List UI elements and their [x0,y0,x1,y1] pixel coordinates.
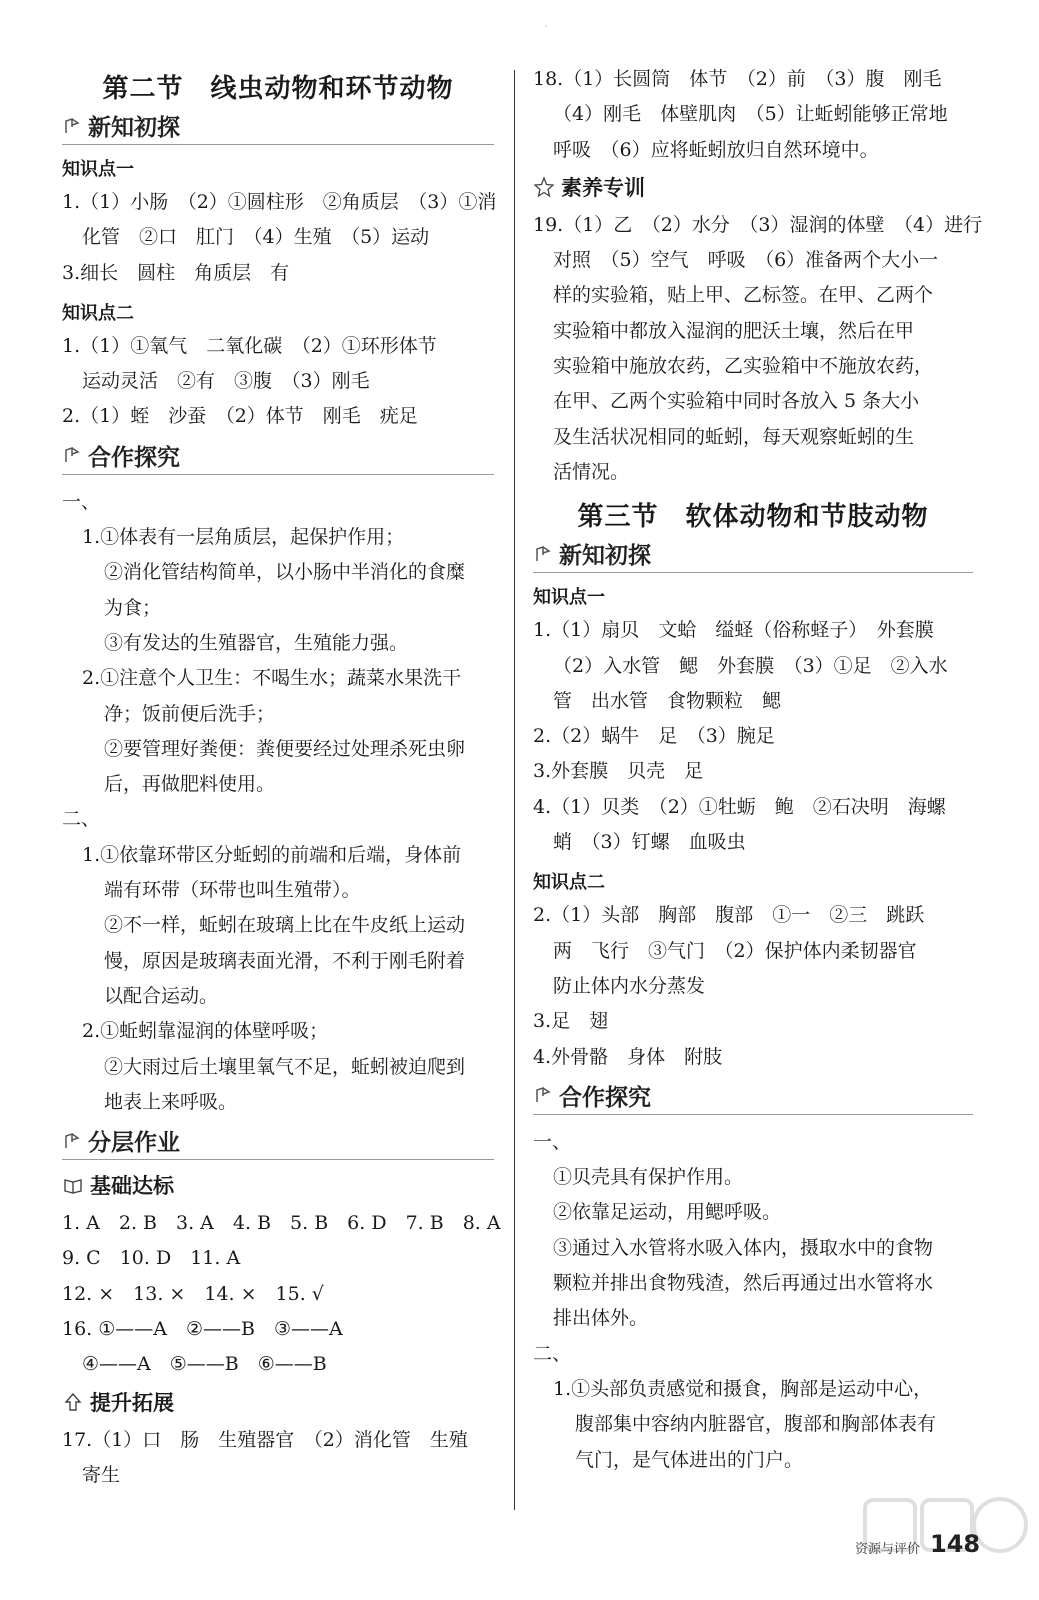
answer-line: （4）刚毛 体壁肌肉 （5）让蚯蚓能够正常地 [553,103,948,126]
answer-line: ③通过入水管将水吸入体内，摄取水中的食物 [553,1236,934,1259]
answer-line: （2）入水管 鳃 外套膜 （3）①足 ②入水 [553,654,948,677]
part-label: 一、 [533,1130,572,1153]
answer-line: 9. C 10. D 11. A [62,1247,241,1270]
pencil-flag-icon [62,444,84,466]
pencil-flag-icon [533,1084,555,1106]
knowledge-point-2: 知识点二 [533,872,605,894]
answer-line: 1.①依靠环带区分蚯蚓的前端和后端，身体前 [82,843,462,866]
page-number: 148 [930,1530,981,1558]
answer-line: ②依靠足运动，用鳃呼吸。 [553,1201,782,1224]
up-arrow-icon [62,1391,84,1413]
answer-line: 3.细长 圆柱 角质层 有 [62,261,290,284]
answer-line: 后，再做肥料使用。 [104,773,276,796]
answer-line: 活情况。 [553,460,630,483]
answer-line: 1.（1）扇贝 文蛤 缢蛏（俗称蛏子） 外套膜 [533,619,934,642]
band-layered-homework: 分层作业 [62,1124,494,1160]
answer-line: 以配合运动。 [104,984,219,1007]
answer-line: 4.（1）贝类 （2）①牡蛎 鲍 ②石决明 海螺 [533,795,946,818]
band-new-knowledge: 新知初探 [62,109,494,145]
right-column [533,62,983,1478]
answer-line: 18.（1）长圆筒 体节 （2）前 （3）腹 刚毛 [533,68,942,90]
answer-line: 慢，原因是玻璃表面光滑，不利于刚毛附着 [104,949,466,972]
band-cooperative-inquiry: 合作探究 [533,1079,973,1115]
left-column [62,62,501,1493]
answer-line: 化管 ②口 肛门 （4）生殖 （5）运动 [82,226,430,249]
answer-line: ②消化管结构简单，以小肠中半消化的食糜 [104,561,466,584]
book-icon [62,1174,84,1196]
answer-line: 2.（1）头部 胸部 腹部 ①一 ②三 跳跃 [533,904,925,927]
answer-line: 两 飞行 ③气门 （2）保护体内柔韧器官 [553,939,917,962]
pencil-flag-icon [62,115,84,137]
answer-line: 端有环带（环带也叫生殖带）。 [104,879,361,902]
part-label: 二、 [533,1342,572,1365]
answer-line: 实验箱中都放入湿润的肥沃土壤，然后在甲 [553,319,915,342]
answer-line: 1.①头部负责感觉和摄食，胸部是运动中心， [553,1377,933,1400]
answer-line: 2.（1）蛭 沙蚕 （2）体节 刚毛 疣足 [62,405,418,428]
answer-line: 1.①体表有一层角质层，起保护作用； [82,526,405,549]
answer-line: 地表上来呼吸。 [104,1090,238,1113]
answer-line: 12. × 13. × 14. × 15. √ [62,1282,324,1305]
answer-line: 寄生 [82,1463,121,1486]
part-label: 二、 [62,808,101,831]
sub-extension: 提升拓展 [62,1387,494,1417]
sub-basic: 基础达标 [62,1170,494,1200]
answer-line: 运动灵活 ②有 ③腹 （3）刚毛 [82,370,370,393]
band-cooperative-inquiry: 合作探究 [62,439,494,475]
section-title-3: 第三节 软体动物和节肢动物 [577,502,929,533]
answer-line: ②不一样，蚯蚓在玻璃上比在牛皮纸上运动 [104,914,466,937]
knowledge-point-2: 知识点二 [62,302,134,324]
knowledge-point-1: 知识点一 [533,587,605,609]
answer-line: 及生活状况相同的蚯蚓，每天观察蚯蚓的生 [553,425,915,448]
answer-line: ④——A ⑤——B ⑥——B [82,1353,327,1376]
answer-line: ②大雨过后土壤里氧气不足，蚯蚓被迫爬到 [104,1055,466,1078]
answer-line: ①贝壳具有保护作用。 [553,1166,744,1189]
footer-caption: 资源与评价 [855,1542,921,1557]
answer-line: 蛸 （3）钉螺 血吸虫 [553,831,746,854]
answer-line: 1. A 2. B 3. A 4. B 5. B 6. D 7. B 8. A [62,1212,501,1235]
answer-line: 16. ①——A ②——B ③——A [62,1318,343,1341]
part-label: 一、 [62,490,101,513]
column-divider [514,70,515,1510]
sub-literacy: 素养专训 [533,172,973,202]
answer-line: 对照 （5）空气 呼吸 （6）准备两个大小一 [553,249,939,272]
answer-line: 腹部集中容纳内脏器官，腹部和胸部体表有 [575,1413,937,1436]
pencil-flag-icon [62,1130,84,1152]
answer-line: 呼吸 （6）应将蚯蚓放归自然环境中。 [553,138,879,161]
answer-line: 3.足 翅 [533,1010,609,1033]
answer-line: 2.（2）蜗牛 足 （3）腕足 [533,725,775,748]
band-new-knowledge: 新知初探 [533,537,973,573]
answer-line: 19.（1）乙 （2）水分 （3）湿润的体壁 （4）进行 [533,213,983,236]
scan-mark: · [545,22,548,31]
answer-line: 管 出水管 食物颗粒 鳃 [553,689,782,712]
answer-line: 排出体外。 [553,1307,649,1330]
section-title-2: 第二节 线虫动物和环节动物 [102,74,454,104]
answer-line: 4.外骨骼 身体 附肢 [533,1045,723,1068]
answer-line: 净；饭前便后洗手； [104,702,276,725]
answer-line: 1.（1）小肠 （2）①圆柱形 ②角质层 （3）①消 [62,191,497,213]
answer-line: 2.①蚯蚓靠湿润的体壁呼吸； [82,1020,329,1043]
answer-line: 实验箱中施放农药，乙实验箱中不施放农药， [553,355,934,378]
answer-line: 2.①注意个人卫生：不喝生水；蔬菜水果洗干 [82,667,462,690]
answer-line: ②要管理好粪便：粪便要经过处理杀死虫卵 [104,737,466,760]
answer-line: 气门，是气体进出的门户。 [575,1448,804,1471]
answer-line: 3.外套膜 贝壳 足 [533,760,704,783]
answer-line: 颗粒并排出食物残渣，然后再通过出水管将水 [553,1272,934,1295]
pencil-flag-icon [533,543,555,565]
answer-line: 1.（1）①氧气 二氧化碳 （2）①环形体节 [62,334,437,357]
answer-line: 防止体内水分蒸发 [553,974,706,997]
answer-line: 为食； [104,596,162,619]
answer-line: ③有发达的生殖器官，生殖能力强。 [104,631,409,654]
answer-line: 在甲、乙两个实验箱中同时各放入 5 条大小 [553,390,920,413]
answer-line: 17.（1）口 肠 生殖器官 （2）消化管 生殖 [62,1428,468,1451]
star-icon [533,176,555,198]
knowledge-point-1: 知识点一 [62,159,134,180]
answer-line: 样的实验箱，贴上甲、乙标签。在甲、乙两个 [553,284,934,307]
